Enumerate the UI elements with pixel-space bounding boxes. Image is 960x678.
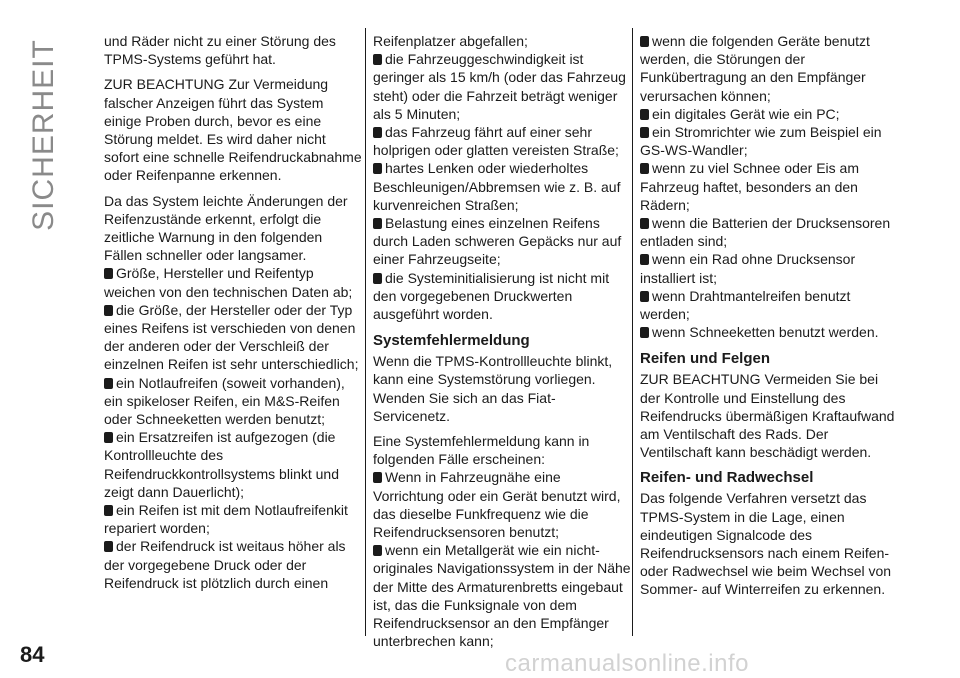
note-paragraph: ZUR BEACHTUNG Vermeiden Sie bei der Kontrolle und Einstellung des Reifendrucks übermäßigen Kraftaufwand am Ventilschaft des Rads. Der Ventilschaft kann beschädigt werden. [640,371,895,461]
bullet-box-icon [373,545,382,556]
list-item: wenn ein Metallgerät wie ein nicht-originales Navigationssystem in der Nähe der Mitte des Armaturenbretts eingebaut ist, das die Funksignale von dem Reifendrucksensor an den Empfänger unterbrechen kann; [373,542,631,650]
list-item: ein Notlaufreifen (soweit vorhanden), ein spikeloser Reifen, ein M&S-Reifen oder Schneeketten werden benutzt; [104,374,345,428]
paragraph: Das folgende Verfahren versetzt das TPMS-System in die Lage, einen eindeutigen Signalcode des Reifendrucksensors nach einem Reifen- oder Radwechsel wie beim Wechsel von Sommer- auf Winterreifen zu erkennen. [640,490,892,598]
list-item-continuation: Reifenplatzer abgefallen; [373,33,528,49]
bullet-box-icon [373,163,382,174]
list-item: ein digitales Gerät wie ein PC; [640,105,898,123]
list-item: wenn Drahtmantelreifen benutzt werden; [640,287,851,323]
bullet-box-icon [640,36,649,47]
list-item: wenn die Batterien der Drucksensoren entladen sind; [640,215,891,250]
list-item: ein Reifen ist mit dem Notlaufreifenkit repariert worden; [104,502,348,537]
column-divider-right [632,28,633,636]
section-heading: Reifen- und Radwechsel [640,469,814,487]
bullet-box-icon [373,218,382,229]
text-column-3 [640,32,898,599]
list-item: die Größe, der Hersteller oder der Typ eines Reifens ist verschieden von denen der anderen oder der Verschleiß der einzelnen Reifen ist sehr unterschiedlich; [104,301,359,373]
section-heading: Systemfehlermeldung [373,332,530,350]
bullet-box-icon [104,378,113,389]
list-item: Wenn in Fahrzeugnähe eine Vorrichtung oder ein Gerät benutzt wird, das dieselbe Funkfrequenz wie die Reifendrucksensoren benutzt; [373,469,621,541]
list-item: der Reifendruck ist weitaus höher als der vorgegebene Druck oder der Reifendruck ist plötzlich durch einen [104,538,346,591]
bullet-box-icon [104,541,113,552]
list-item: Größe, Hersteller und Reifentyp weichen von den technischen Daten ab; [104,265,353,300]
list-item: ein Stromrichter wie zum Beispiel ein GS-WS-Wandler; [640,124,882,159]
bullet-box-icon [373,472,382,483]
bullet-box-icon [640,109,649,120]
bullet-box-icon [640,254,649,265]
bullet-box-icon [104,432,113,443]
watermark-text: carmanualsonline.info [505,650,749,677]
paragraph: Wenn die TPMS-Kontrollleuchte blinkt, kann eine Systemstörung vorliegen. Wenden Sie sich an das Fiat-Servicenetz. [373,353,613,424]
text-column-2 [373,32,631,651]
page-number: 84 [20,642,45,667]
bullet-box-icon [104,268,113,279]
paragraph: Da das System leichte Änderungen der Reifenzustände erkennt, erfolgt die zeitliche Warnung in den folgenden Fällen schneller oder langsamer. [104,192,348,264]
bullet-box-icon [373,54,382,65]
section-side-tab [0,0,88,678]
bullet-box-icon [373,273,382,284]
list-item: hartes Lenken oder wiederholtes Beschleunigen/Abbremsen wie z. B. auf kurvenreichen Straßen; [373,160,621,213]
bullet-box-icon [104,305,113,316]
list-item: das Fahrzeug fährt auf einer sehr holprigen oder glatten vereisten Straße; [373,124,619,159]
bullet-box-icon [640,327,649,338]
bullet-box-icon [104,505,113,516]
list-item: Belastung eines einzelnen Reifens durch Laden schweren Gepäcks nur auf einer Fahrzeugseite; [373,215,622,268]
paragraph: und Räder nicht zu einer Störung des TPMS-Systems geführt hat. [104,33,336,68]
section-label [6,30,82,240]
list-item: wenn ein Rad ohne Drucksensor installiert ist; [640,251,856,286]
bullet-box-icon [640,291,649,302]
text-column-1 [104,32,362,592]
list-item: wenn Schneeketten benutzt werden. [640,323,898,341]
list-item: die Fahrzeuggeschwindigkeit ist geringer als 15 km/h (oder das Fahrzeug steht) oder die Fahrzeit beträgt weniger als 5 Minuten; [373,51,626,122]
note-paragraph: ZUR BEACHTUNG Zur Vermeidung falscher Anzeigen führt das System einige Proben durch, bevor es eine Störung meldet. Es wird daher nicht sofort eine schnelle Reifendruckabnahme oder Reifenpanne erkennen. [104,76,362,184]
section-heading: Reifen und Felgen [640,350,771,368]
section-title: SICHERHEIT [27,39,60,231]
bullet-box-icon [640,127,649,138]
list-item: ein Ersatzreifen ist aufgezogen (die Kontrollleuchte des Reifendruckkontrollsystems blinkt und zeigt dann Dauerlicht); [104,429,339,500]
bullet-box-icon [373,127,382,138]
paragraph: Eine Systemfehlermeldung kann in folgenden Fälle erscheinen: [373,433,590,468]
bullet-box-icon [640,218,649,229]
list-item: wenn die folgenden Geräte benutzt werden, die Störungen der Funkübertragung an den Empfänger verursachen können; [640,33,870,104]
list-item: die Systeminitialisierung ist nicht mit den vorgegebenen Druckwerten ausgeführt worden. [373,269,610,323]
column-divider-left [365,28,366,636]
bullet-box-icon [640,163,649,174]
list-item: wenn zu viel Schnee oder Eis am Fahrzeug haftet, besonders an den Rädern; [640,160,859,213]
